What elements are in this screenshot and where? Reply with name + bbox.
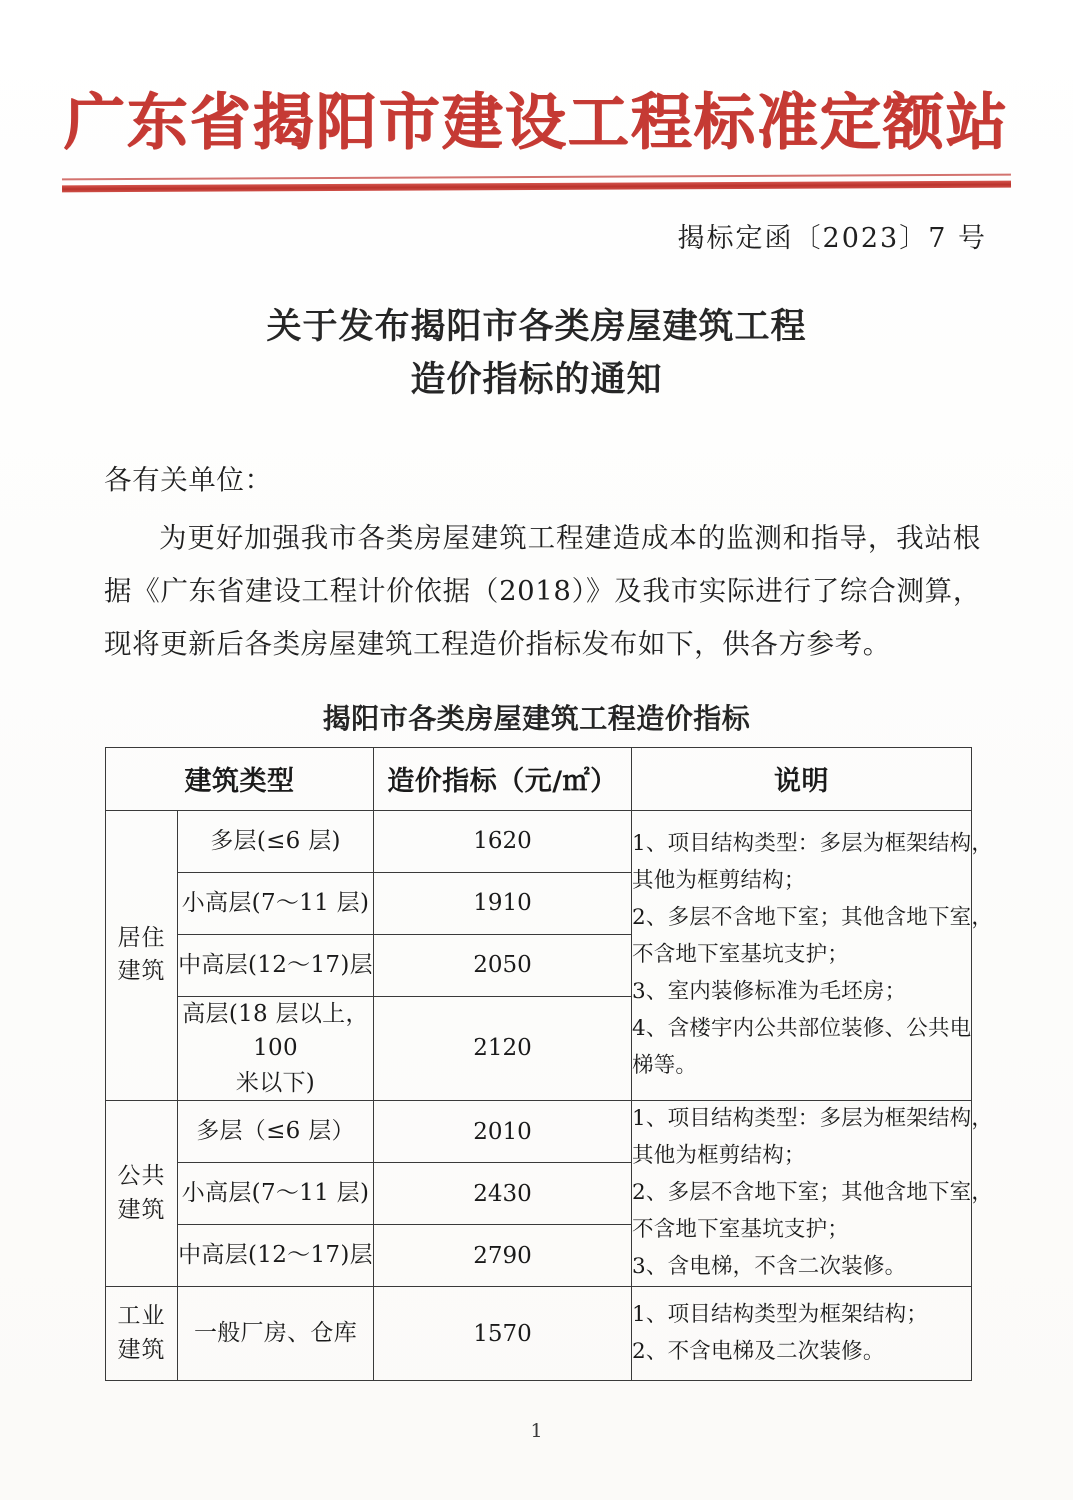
note-line: 2、多层不含地下室；其他含地下室， xyxy=(632,905,994,930)
table-header-row xyxy=(106,747,972,810)
remarks-public xyxy=(632,1101,994,1287)
value-cell: 2010 xyxy=(374,1101,632,1163)
page-number: 1 xyxy=(530,1420,543,1442)
value-cell: 2790 xyxy=(374,1225,632,1287)
cost-index-table xyxy=(105,747,994,1382)
title-line-2: 造价指标的通知 xyxy=(410,360,663,401)
page-title xyxy=(0,301,1073,407)
letterhead-divider xyxy=(62,174,1011,193)
note-line: 3、室内装修标准为毛坯房； xyxy=(632,978,907,1004)
category-public xyxy=(106,1101,178,1287)
table-row xyxy=(106,1287,972,1381)
note-line: 2、不含电梯及二次装修。 xyxy=(632,1338,885,1364)
note-line: 1、项目结构类型为框架结构； xyxy=(632,1301,928,1327)
subtype-cell: 一般厂房、仓库 xyxy=(178,1287,374,1381)
table-caption: 揭阳市各类房屋建筑工程造价指标 xyxy=(322,701,751,735)
value-cell: 2050 xyxy=(374,934,632,996)
subtype-cell: 小高层(7～11 层) xyxy=(178,872,374,934)
cost-index-table-wrapper xyxy=(105,747,994,1382)
subtype-cell xyxy=(178,996,374,1101)
note-line: 1、项目结构类型：多层为框架结构， xyxy=(632,1106,994,1132)
subtype-line-2: 米以下) xyxy=(235,1069,316,1096)
subtype-cell: 小高层(7～11 层) xyxy=(178,1163,374,1225)
note-line: 2、多层不含地下室；其他含地下室， xyxy=(632,1180,994,1206)
document-number: 揭标定函〔2023〕7 号 xyxy=(677,223,987,255)
issuing-organization: 广东省揭阳市建设工程标准定额站 xyxy=(63,87,1009,158)
subtype-cell: 中高层(12～17)层 xyxy=(178,934,374,996)
note-line: 梯等。 xyxy=(632,1052,698,1078)
note-line: 其他为框剪结构； xyxy=(632,868,806,894)
title-line-1: 关于发布揭阳市各类房屋建筑工程 xyxy=(266,307,807,348)
table-row xyxy=(106,810,972,872)
category-label-line2: 建筑 xyxy=(117,1196,166,1223)
value-cell: 1910 xyxy=(374,872,632,934)
category-industrial xyxy=(106,1287,178,1381)
remarks-residential xyxy=(632,810,994,1101)
letterhead xyxy=(0,0,1073,190)
subtype-cell: 多层(≤6 层) xyxy=(178,810,374,872)
category-label-line2: 建筑 xyxy=(117,958,166,985)
subtype-cell: 中高层(12～17)层 xyxy=(178,1225,374,1287)
header-cost-index: 造价指标（元/㎡） xyxy=(374,747,632,810)
body-paragraph: 为更好加强我市各类房屋建筑工程建造成本的监测和指导，我站根据《广东省建设工程计价依据（2018）》及我市实际进行了综合测算，现将更新后各类房屋建筑工程造价指标发布如下，供各方参考。 xyxy=(104,522,981,660)
value-cell: 1620 xyxy=(374,810,632,872)
subtype-line-1: 高层(18 层以上，100 xyxy=(182,1000,369,1062)
salutation: 各有关单位： xyxy=(104,463,273,496)
remarks-industrial xyxy=(632,1287,972,1381)
note-line: 不含地下室基坑支护； xyxy=(632,941,850,967)
note-line: 4、含楼宇内公共部位装修、公共电 xyxy=(632,1015,972,1041)
value-cell: 2430 xyxy=(374,1163,632,1225)
value-cell: 1570 xyxy=(374,1287,632,1381)
header-building-type: 建筑类型 xyxy=(106,747,374,810)
table-row xyxy=(106,1101,972,1163)
note-line: 1、项目结构类型：多层为框架结构， xyxy=(632,831,994,857)
category-label-line1: 工业 xyxy=(117,1303,166,1330)
category-residential xyxy=(106,810,178,1101)
category-label-line1: 公共 xyxy=(117,1163,166,1190)
subtype-cell: 多层（≤6 层） xyxy=(178,1101,374,1163)
header-remarks: 说明 xyxy=(632,747,972,810)
note-line: 其他为框剪结构； xyxy=(632,1143,806,1169)
value-cell: 2120 xyxy=(374,996,632,1101)
category-label-line2: 建筑 xyxy=(117,1336,166,1363)
note-line: 3、含电梯，不含二次装修。 xyxy=(632,1254,907,1280)
category-label-line1: 居住 xyxy=(117,925,166,952)
note-line: 不含地下室基坑支护； xyxy=(632,1217,850,1243)
body-text xyxy=(104,454,981,671)
